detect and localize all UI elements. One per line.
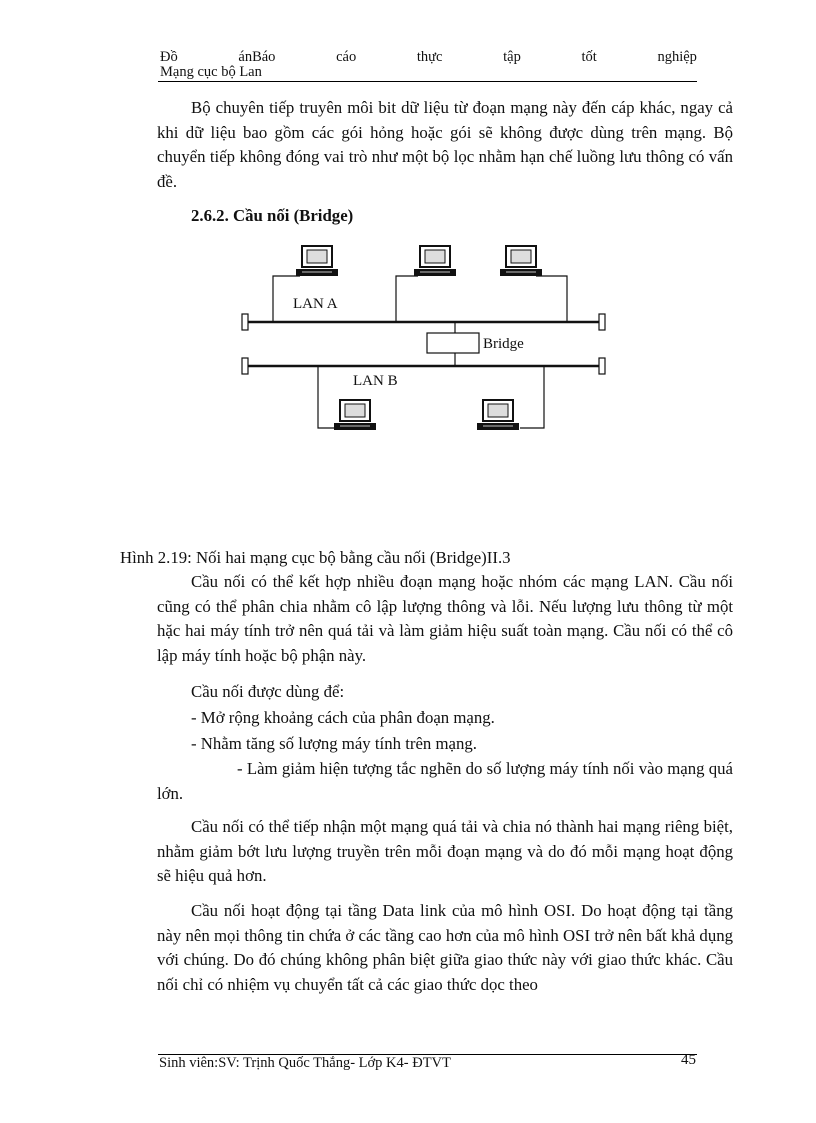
section-heading: 2.6.2. Cầu nối (Bridge) bbox=[191, 206, 354, 225]
uses-intro: Cầu nối được dùng để: bbox=[191, 682, 345, 701]
list-item: - Mở rộng khoảng cách của phân đoạn mạng. bbox=[191, 708, 495, 727]
paragraph-repeater: Bộ chuyên tiếp truyên môi bit dữ liệu từ đoạn mạng này đến cáp khác, ngay cả khi dữ liệu bao gồm các gói hỏng hoặc gói sẽ không được dùng trên mạng. Bộ chuyển tiếp không đóng vai trò như một bộ lọc nhằm hạn chế luồng lưu thông có vấn đề. bbox=[157, 98, 733, 191]
lan-b-terminator-right bbox=[599, 358, 605, 374]
header-word: Đồ bbox=[160, 49, 178, 65]
page-header-title bbox=[160, 49, 697, 65]
lan-b-drop-1 bbox=[318, 366, 337, 428]
paragraph-overload: Cầu nối có thể tiếp nhận một mạng quá tải và chia nó thành hai mạng riêng biệt, nhằm giảm bớt lưu lượng truyền trên mỗi đoạn mạng và do đó mỗi mạng hoạt động sẽ hiệu quả hơn. bbox=[157, 817, 733, 885]
paragraph-data-link: Cầu nối hoạt động tại tầng Data link của mô hình OSI. Do hoạt động tại tầng này nên mọi thông tin chứa ở các tầng cao hơn của mô hình OSI trở nên bất khả dụng với chúng. Do đó chúng không phân biệt giữa giao thức này với giao thức khác. Cầu nối chỉ có nhiệm vụ chuyển tất cả các giao thức dọc theo bbox=[157, 901, 733, 994]
page-header-subtitle: Mạng cục bộ Lan bbox=[160, 64, 262, 80]
lan-b-drop-2 bbox=[520, 366, 544, 428]
lan-b-terminator-left bbox=[242, 358, 248, 374]
header-word: nghiệp bbox=[657, 49, 697, 65]
page-number: 45 bbox=[681, 1052, 696, 1068]
header-word: thực bbox=[416, 49, 443, 65]
header-divider bbox=[158, 81, 697, 82]
lan-b-label: LAN B bbox=[353, 373, 398, 389]
computer-icon bbox=[414, 246, 456, 276]
paragraph-bridge-intro: Cầu nối có thể kết hợp nhiều đoạn mạng hoặc nhóm các mạng LAN. Cầu nối cũng có thể phân chia nhằm cô lập lượng thông và lỗi. Nếu lượng lưu thông từ một hặc hai máy tính trở nên quá tải và làm giảm hiệu suất toàn mạng. Cầu nối có thể cô lập máy tính hoặc bộ phận này. bbox=[157, 572, 733, 665]
header-word: cáo bbox=[336, 49, 357, 65]
lan-a-terminator-right bbox=[599, 314, 605, 330]
list-item: - Nhằm tăng số lượng máy tính trên mạng. bbox=[191, 734, 477, 753]
header-word: tập bbox=[503, 49, 521, 65]
lan-a-terminator-left bbox=[242, 314, 248, 330]
bridge-label: Bridge bbox=[483, 336, 524, 352]
computer-icon bbox=[500, 246, 542, 276]
list-item: - Làm giảm hiện tượng tắc nghẽn do số lượng máy tính nối vào mạng quá lớn. bbox=[157, 759, 733, 803]
lan-a-label: LAN A bbox=[293, 296, 338, 312]
header-word: ánBáo bbox=[238, 49, 276, 65]
header-word: tốt bbox=[581, 49, 597, 65]
computer-icon bbox=[296, 246, 338, 276]
computer-icon bbox=[334, 400, 376, 430]
lan-a-drop-2 bbox=[396, 276, 418, 322]
lan-a-drop-3 bbox=[536, 276, 567, 322]
footer-student: Sinh viên:SV: Trịnh Quốc Thắng- Lớp K4- ĐTVT bbox=[159, 1055, 451, 1071]
computer-icon bbox=[477, 400, 519, 430]
figure-caption: Hình 2.19: Nối hai mạng cục bộ bằng cầu nối (Bridge)II.3 bbox=[120, 548, 511, 567]
bridge-device bbox=[427, 333, 479, 353]
bridge-network-diagram bbox=[230, 238, 620, 438]
